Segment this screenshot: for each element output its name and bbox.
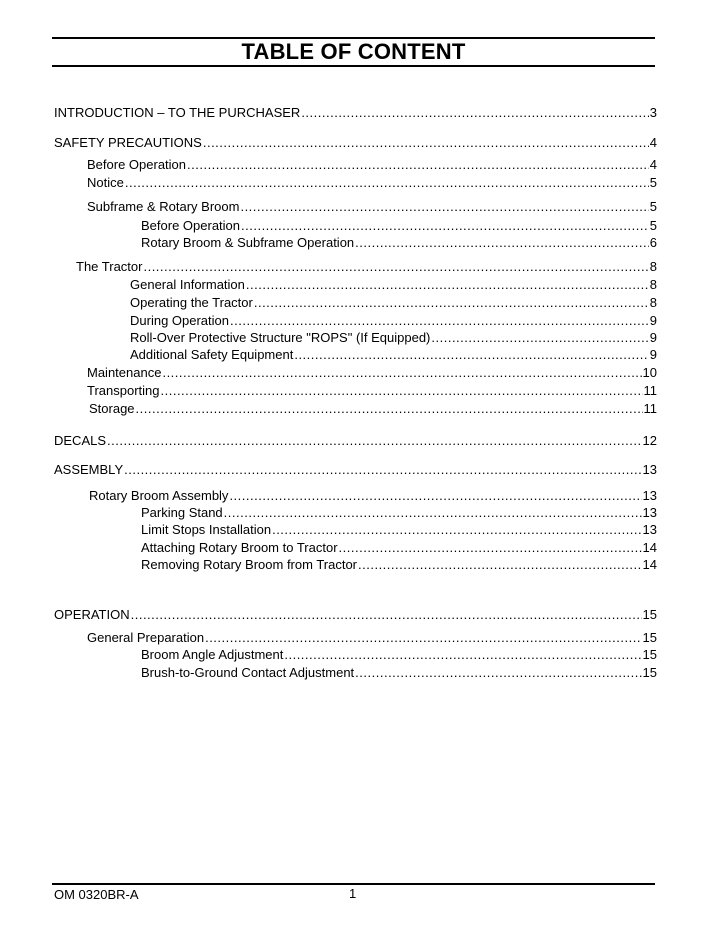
toc-entry <box>87 383 657 399</box>
dot-leader <box>431 330 648 346</box>
toc-entry-page: 9 <box>649 347 657 362</box>
toc-entry-page: 3 <box>649 105 657 120</box>
page-number: 1 <box>349 886 357 901</box>
toc-entry <box>141 522 657 538</box>
page-title: TABLE OF CONTENT <box>241 39 466 64</box>
toc-entry-page: 14 <box>642 557 657 572</box>
toc-entry-label: The Tractor <box>76 259 143 274</box>
dot-leader <box>131 607 642 623</box>
toc-entry-page: 12 <box>642 433 657 448</box>
toc-entry-page: 15 <box>642 607 657 622</box>
toc-entry-label: General Preparation <box>87 630 205 645</box>
toc-entry-page: 10 <box>642 365 657 380</box>
toc-entry-page: 15 <box>642 665 657 680</box>
dot-leader <box>355 665 641 681</box>
toc-entry-page: 11 <box>643 383 657 398</box>
toc-entry-page: 13 <box>642 522 657 537</box>
toc-entry <box>54 607 657 623</box>
toc-entry <box>89 401 657 417</box>
dot-leader <box>125 175 649 191</box>
dot-leader <box>246 277 649 293</box>
dot-leader <box>224 505 642 521</box>
toc-entry-label: Removing Rotary Broom from Tractor <box>141 557 358 572</box>
toc-entry-label: Notice <box>87 175 124 190</box>
toc-entry-page: 15 <box>642 647 657 662</box>
dot-leader <box>240 199 648 215</box>
title-underline <box>52 65 655 67</box>
toc-entry-label: Additional Safety Equipment <box>130 347 294 362</box>
toc-entry <box>130 277 657 293</box>
dot-leader <box>284 647 641 663</box>
toc-entry <box>141 505 657 521</box>
toc-entry-label: Transporting <box>87 383 160 398</box>
toc-entry-label: General Information <box>130 277 245 292</box>
toc-entry-label: Storage <box>89 401 135 416</box>
toc-entry <box>89 488 657 504</box>
toc-entry-label: Limit Stops Installation <box>141 522 272 537</box>
toc-entry-label: OPERATION <box>54 607 130 622</box>
toc-entry <box>141 557 657 573</box>
toc-entry-label: Parking Stand <box>141 505 223 520</box>
dot-leader <box>241 218 649 234</box>
dot-leader <box>272 522 641 538</box>
toc-entry-label: Subframe & Rotary Broom <box>87 199 240 214</box>
toc-entry-page: 13 <box>642 462 657 477</box>
toc-entry <box>87 175 657 191</box>
toc-entry-page: 8 <box>649 259 657 274</box>
toc-entry-page: 5 <box>649 218 657 233</box>
toc-entry <box>130 313 657 329</box>
toc-entry <box>87 157 657 173</box>
toc-entry-label: Brush-to-Ground Contact Adjustment <box>141 665 355 680</box>
dot-leader <box>339 540 642 556</box>
toc-entry-label: Maintenance <box>87 365 162 380</box>
toc-entry <box>130 347 657 363</box>
dot-leader <box>230 313 649 329</box>
toc-entry <box>141 218 657 234</box>
toc-entry-label: DECALS <box>54 433 107 448</box>
toc-entry-label: Operating the Tractor <box>130 295 253 310</box>
toc-entry <box>87 630 657 646</box>
toc-entry <box>54 135 657 151</box>
toc-entry <box>141 540 657 556</box>
toc-entry-label: Before Operation <box>141 218 241 233</box>
dot-leader <box>161 383 643 399</box>
document-code: OM 0320BR-A <box>54 887 139 902</box>
toc-entry <box>54 433 657 449</box>
toc-entry-label: Before Operation <box>87 157 187 172</box>
toc-entry-page: 15 <box>642 630 657 645</box>
toc-entry-label: SAFETY PRECAUTIONS <box>54 135 202 150</box>
dot-leader <box>107 433 642 449</box>
toc-entry <box>130 330 657 346</box>
toc-entry-label: ASSEMBLY <box>54 462 124 477</box>
dot-leader <box>355 235 649 251</box>
dot-leader <box>143 259 648 275</box>
toc-entry-page: 9 <box>649 313 657 328</box>
toc-entry-page: 8 <box>649 295 657 310</box>
toc-entry <box>87 365 657 381</box>
toc-entry-page: 13 <box>642 488 657 503</box>
toc-entry-label: Broom Angle Adjustment <box>141 647 284 662</box>
toc-entry-label: Rotary Broom & Subframe Operation <box>141 235 355 250</box>
toc-entry-page: 13 <box>642 505 657 520</box>
dot-leader <box>301 105 648 121</box>
dot-leader <box>229 488 641 504</box>
toc-entry-page: 9 <box>649 330 657 345</box>
footer-rule <box>52 883 655 885</box>
toc-entry <box>87 199 657 215</box>
toc-entry-label: Rotary Broom Assembly <box>89 488 229 503</box>
toc-entry-label: Attaching Rotary Broom to Tractor <box>141 540 338 555</box>
dot-leader <box>124 462 641 478</box>
toc-entry-page: 14 <box>642 540 657 555</box>
toc-entry-page: 6 <box>649 235 657 250</box>
toc-entry-page: 5 <box>649 199 657 214</box>
toc-entry <box>141 235 657 251</box>
toc-entry-label: Roll-Over Protective Structure "ROPS" (If Equipped) <box>130 330 431 345</box>
dot-leader <box>203 135 649 151</box>
dot-leader <box>136 401 643 417</box>
dot-leader <box>358 557 642 573</box>
dot-leader <box>187 157 649 173</box>
toc-entry-page: 5 <box>649 175 657 190</box>
toc-entry-label: During Operation <box>130 313 229 328</box>
toc-entry <box>54 462 657 478</box>
dot-leader <box>294 347 648 363</box>
toc-entry <box>54 105 657 121</box>
dot-leader <box>205 630 641 646</box>
dot-leader <box>254 295 649 311</box>
toc-entry <box>130 295 657 311</box>
toc-entry-page: 11 <box>643 401 657 416</box>
toc-entry-page: 4 <box>649 135 657 150</box>
toc-entry-page: 8 <box>649 277 657 292</box>
dot-leader <box>162 365 641 381</box>
toc-entry <box>76 259 657 275</box>
toc-entry-label: INTRODUCTION – TO THE PURCHASER <box>54 105 301 120</box>
toc-entry-page: 4 <box>649 157 657 172</box>
toc-entry <box>141 665 657 681</box>
toc-entry <box>141 647 657 663</box>
